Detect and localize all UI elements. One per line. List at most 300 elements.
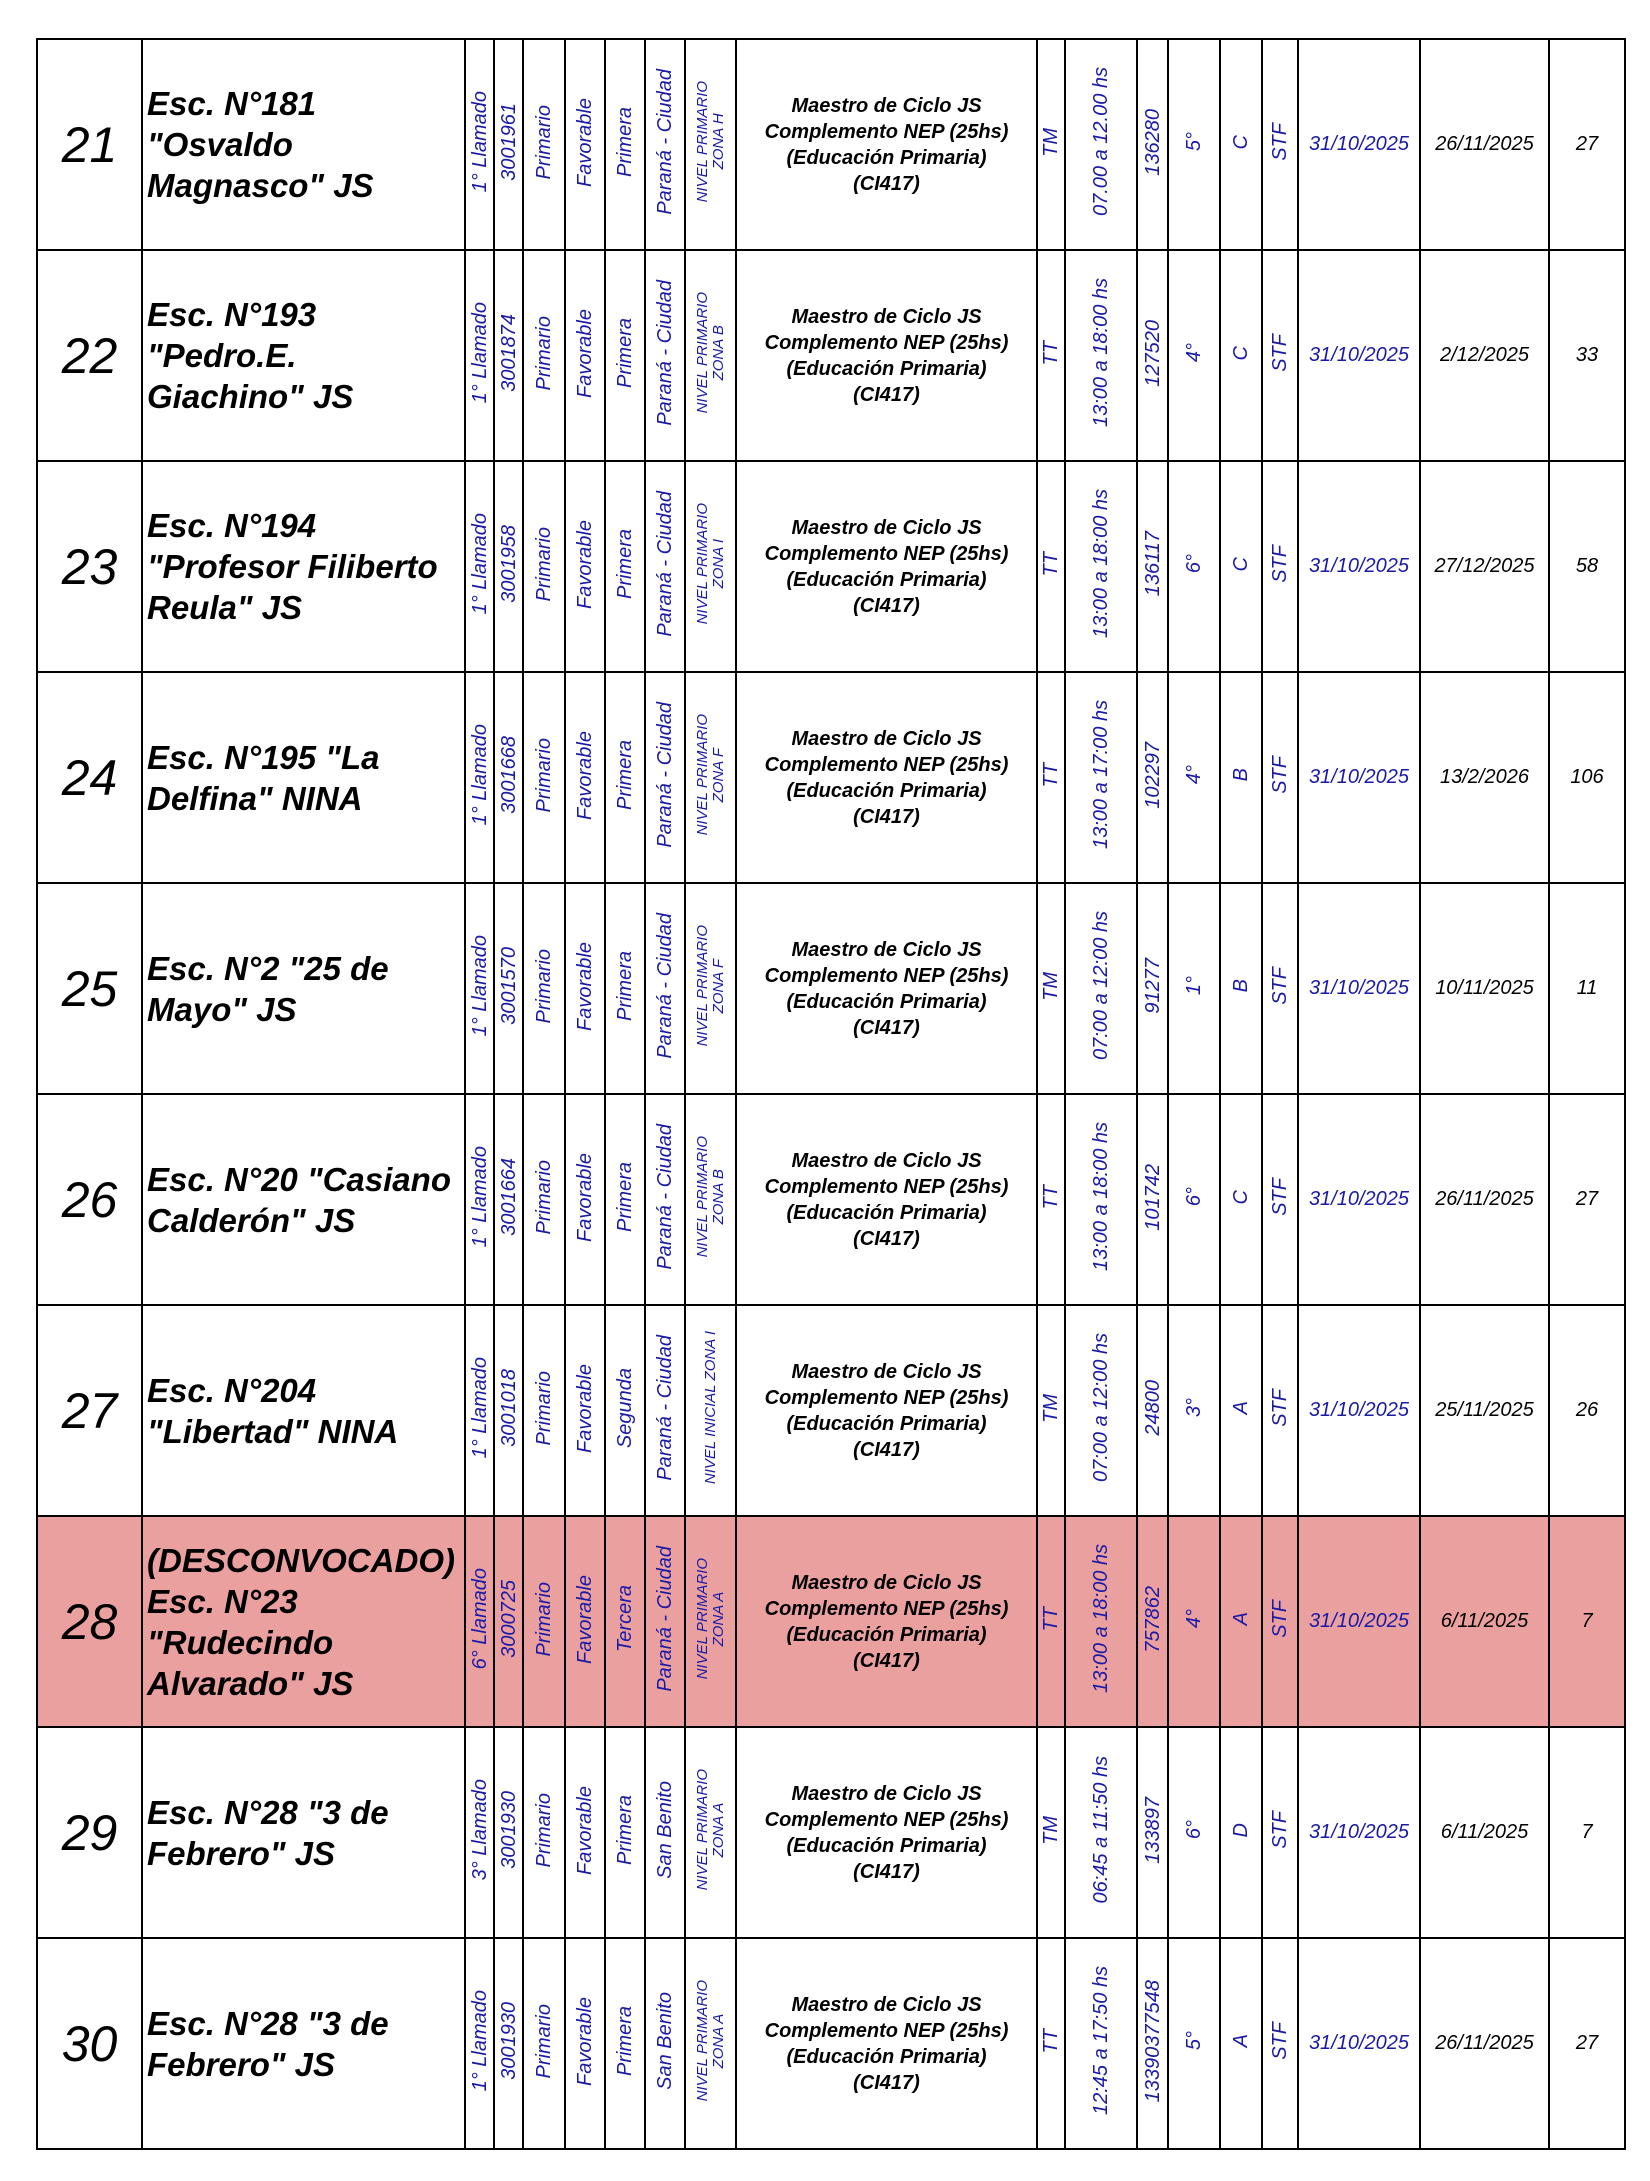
section: C xyxy=(1230,134,1252,150)
date-to: 6/11/2025 xyxy=(1420,1727,1549,1938)
schedule: 13:00 a 18:00 hs xyxy=(1090,1544,1112,1694)
status: Favorable xyxy=(574,519,596,609)
date-from: 31/10/2025 xyxy=(1298,1094,1420,1305)
vacancy-type: STF xyxy=(1269,545,1291,583)
row-number: 29 xyxy=(37,1727,142,1938)
code-cell xyxy=(494,1094,523,1305)
status-cell xyxy=(565,1938,605,2149)
schedule: 13:00 a 18:00 hs xyxy=(1090,1122,1112,1272)
days-count: 7 xyxy=(1549,1727,1625,1938)
status-cell xyxy=(565,250,605,461)
position-description: Maestro de Ciclo JS Complemento NEP (25hs) (Educación Primaria) (CI417) xyxy=(736,1094,1037,1305)
section: A xyxy=(1230,2034,1252,2048)
level-cell xyxy=(523,883,565,1094)
row-number: 28 xyxy=(37,1516,142,1727)
section-cell xyxy=(1220,461,1262,672)
grade-cell xyxy=(1168,1938,1220,2149)
table-body xyxy=(37,39,1625,2149)
id-cell xyxy=(1137,1938,1168,2149)
zone: NIVEL PRIMARIO ZONA F xyxy=(693,714,727,836)
table-row xyxy=(37,1727,1625,1938)
zone: NIVEL PRIMARIO ZONA F xyxy=(693,925,727,1047)
code-cell xyxy=(494,1938,523,2149)
days-count: 106 xyxy=(1549,672,1625,883)
date-to: 25/11/2025 xyxy=(1420,1305,1549,1516)
row-number: 27 xyxy=(37,1305,142,1516)
id-cell xyxy=(1137,250,1168,461)
position-id: 757862 xyxy=(1141,1585,1164,1653)
position-description: Maestro de Ciclo JS Complemento NEP (25hs) (Educación Primaria) (CI417) xyxy=(736,1727,1037,1938)
status: Favorable xyxy=(574,1785,596,1875)
code-cell xyxy=(494,1516,523,1727)
location-cell xyxy=(645,1938,685,2149)
vacancy-type: STF xyxy=(1269,1600,1291,1638)
zone-cell xyxy=(685,1516,736,1727)
days-count: 7 xyxy=(1549,1516,1625,1727)
id-cell xyxy=(1137,1305,1168,1516)
location-cell xyxy=(645,672,685,883)
education-level: Primario xyxy=(533,1159,555,1235)
shift-cell xyxy=(1037,1305,1065,1516)
position-description: Maestro de Ciclo JS Complemento NEP (25hs) (Educación Primaria) (CI417) xyxy=(736,39,1037,250)
shift-cell xyxy=(1037,250,1065,461)
status-cell xyxy=(565,1727,605,1938)
zone: NIVEL PRIMARIO ZONA B xyxy=(693,292,727,414)
category-cell xyxy=(605,1727,645,1938)
position-id: 136117 xyxy=(1141,531,1164,597)
section: A xyxy=(1230,1401,1252,1415)
grade: 4° xyxy=(1183,1609,1205,1629)
schedule-cell xyxy=(1065,39,1137,250)
call-number: 1° Llamado xyxy=(468,935,491,1037)
level-cell xyxy=(523,1938,565,2149)
location-cell xyxy=(645,1516,685,1727)
zone: NIVEL PRIMARIO ZONA B xyxy=(693,1136,727,1258)
school-name: Esc. N°195 "La Delfina" NINA xyxy=(142,672,465,883)
status-cell xyxy=(565,672,605,883)
level-cell xyxy=(523,1094,565,1305)
table-row xyxy=(37,250,1625,461)
call-number: 1° Llamado xyxy=(468,1146,491,1248)
position-description: Maestro de Ciclo JS Complemento NEP (25hs) (Educación Primaria) (CI417) xyxy=(736,672,1037,883)
section-cell xyxy=(1220,1938,1262,2149)
position-description: Maestro de Ciclo JS Complemento NEP (25hs) (Educación Primaria) (CI417) xyxy=(736,250,1037,461)
shift: TT xyxy=(1040,762,1062,788)
section: C xyxy=(1230,1189,1252,1205)
call-number: 1° Llamado xyxy=(468,724,491,826)
category: Primera xyxy=(614,2005,636,2076)
section: A xyxy=(1230,1612,1252,1626)
school-code: 3001570 xyxy=(497,947,520,1025)
type-cell xyxy=(1262,1305,1298,1516)
schedule-cell xyxy=(1065,1938,1137,2149)
vacancy-type: STF xyxy=(1269,1389,1291,1427)
grade: 5° xyxy=(1183,2031,1205,2051)
grade: 6° xyxy=(1183,1820,1205,1840)
zone: NIVEL PRIMARIO ZONA A xyxy=(693,1558,727,1680)
location-cell xyxy=(645,39,685,250)
school-name: Esc. N°204 "Libertad" NINA xyxy=(142,1305,465,1516)
type-cell xyxy=(1262,39,1298,250)
days-count: 26 xyxy=(1549,1305,1625,1516)
school-name: Esc. N°28 "3 de Febrero" JS xyxy=(142,1938,465,2149)
position-description: Maestro de Ciclo JS Complemento NEP (25hs) (Educación Primaria) (CI417) xyxy=(736,1516,1037,1727)
vacancy-type: STF xyxy=(1269,967,1291,1005)
code-cell xyxy=(494,250,523,461)
zone: NIVEL PRIMARIO ZONA I xyxy=(693,503,727,625)
shift-cell xyxy=(1037,672,1065,883)
school-code: 3000725 xyxy=(497,1580,520,1658)
type-cell xyxy=(1262,883,1298,1094)
call-number: 1° Llamado xyxy=(468,1990,491,2092)
date-to: 2/12/2025 xyxy=(1420,250,1549,461)
shift: TM xyxy=(1040,127,1062,157)
school-name: Esc. N°20 "Casiano Calderón" JS xyxy=(142,1094,465,1305)
zone-cell xyxy=(685,39,736,250)
type-cell xyxy=(1262,1094,1298,1305)
section-cell xyxy=(1220,883,1262,1094)
section: D xyxy=(1230,1822,1252,1838)
position-id: 13390377548 xyxy=(1141,1979,1164,2103)
category: Primera xyxy=(614,1794,636,1865)
date-to: 26/11/2025 xyxy=(1420,1094,1549,1305)
education-level: Primario xyxy=(533,1581,555,1657)
category: Primera xyxy=(614,317,636,388)
grade: 5° xyxy=(1183,132,1205,152)
table-row xyxy=(37,1305,1625,1516)
row-number: 25 xyxy=(37,883,142,1094)
position-id: 127520 xyxy=(1141,319,1164,387)
status: Favorable xyxy=(574,941,596,1031)
shift: TM xyxy=(1040,1393,1062,1423)
position-id: 133897 xyxy=(1141,1796,1164,1864)
row-number: 22 xyxy=(37,250,142,461)
date-from: 31/10/2025 xyxy=(1298,250,1420,461)
zone-cell xyxy=(685,1305,736,1516)
zone-cell xyxy=(685,250,736,461)
schedule-cell xyxy=(1065,250,1137,461)
section-cell xyxy=(1220,250,1262,461)
id-cell xyxy=(1137,39,1168,250)
location: Paraná - Ciudad xyxy=(654,69,676,215)
type-cell xyxy=(1262,250,1298,461)
row-number: 24 xyxy=(37,672,142,883)
school-name: Esc. N°2 "25 de Mayo" JS xyxy=(142,883,465,1094)
table-row xyxy=(37,1938,1625,2149)
location: Paraná - Ciudad xyxy=(654,1335,676,1481)
grade-cell xyxy=(1168,1516,1220,1727)
category: Segunda xyxy=(614,1367,636,1449)
grade-cell xyxy=(1168,883,1220,1094)
schedule-cell xyxy=(1065,1305,1137,1516)
date-from: 31/10/2025 xyxy=(1298,1305,1420,1516)
position-description: Maestro de Ciclo JS Complemento NEP (25hs) (Educación Primaria) (CI417) xyxy=(736,461,1037,672)
call-number: 1° Llamado xyxy=(468,513,491,615)
table-row xyxy=(37,1094,1625,1305)
date-to: 6/11/2025 xyxy=(1420,1516,1549,1727)
grade: 6° xyxy=(1183,1187,1205,1207)
position-id: 101742 xyxy=(1141,1163,1164,1231)
zone: NIVEL PRIMARIO ZONA A xyxy=(693,1769,727,1891)
zone-cell xyxy=(685,1727,736,1938)
schedule: 12:45 a 17:50 hs xyxy=(1090,1966,1112,2116)
type-cell xyxy=(1262,1727,1298,1938)
call-cell xyxy=(465,461,494,672)
section: C xyxy=(1230,345,1252,361)
zone: NIVEL INICIAL ZONA I xyxy=(701,1331,719,1485)
call-number: 6° Llamado xyxy=(468,1568,491,1670)
zone: NIVEL PRIMARIO ZONA A xyxy=(693,1980,727,2102)
shift: TT xyxy=(1040,2028,1062,2054)
grade-cell xyxy=(1168,461,1220,672)
code-cell xyxy=(494,883,523,1094)
code-cell xyxy=(494,461,523,672)
school-code: 3001874 xyxy=(497,314,520,392)
id-cell xyxy=(1137,461,1168,672)
type-cell xyxy=(1262,1516,1298,1727)
status-cell xyxy=(565,1094,605,1305)
call-number: 1° Llamado xyxy=(468,1357,491,1459)
shift: TT xyxy=(1040,551,1062,577)
table-row xyxy=(37,672,1625,883)
section-cell xyxy=(1220,1305,1262,1516)
status-cell xyxy=(565,1305,605,1516)
location: San Benito xyxy=(654,1781,676,1879)
call-number: 1° Llamado xyxy=(468,302,491,404)
call-cell xyxy=(465,672,494,883)
vacancy-type: STF xyxy=(1269,334,1291,372)
school-name: Esc. N°181 "Osvaldo Magnasco" JS xyxy=(142,39,465,250)
school-name: Esc. N°28 "3 de Febrero" JS xyxy=(142,1727,465,1938)
category: Primera xyxy=(614,950,636,1021)
zone: NIVEL PRIMARIO ZONA H xyxy=(693,81,727,203)
status-cell xyxy=(565,1516,605,1727)
date-from: 31/10/2025 xyxy=(1298,1727,1420,1938)
date-to: 26/11/2025 xyxy=(1420,39,1549,250)
row-number: 21 xyxy=(37,39,142,250)
code-cell xyxy=(494,672,523,883)
level-cell xyxy=(523,1516,565,1727)
position-description: Maestro de Ciclo JS Complemento NEP (25hs) (Educación Primaria) (CI417) xyxy=(736,1938,1037,2149)
shift-cell xyxy=(1037,39,1065,250)
section-cell xyxy=(1220,1516,1262,1727)
status: Favorable xyxy=(574,1363,596,1453)
call-cell xyxy=(465,1727,494,1938)
schedule: 07.00 a 12.00 hs xyxy=(1090,67,1112,217)
level-cell xyxy=(523,1305,565,1516)
type-cell xyxy=(1262,1938,1298,2149)
row-number: 23 xyxy=(37,461,142,672)
grade-cell xyxy=(1168,39,1220,250)
schedule-cell xyxy=(1065,1094,1137,1305)
schedule: 06:45 a 11:50 hs xyxy=(1090,1756,1112,1904)
vacancy-type: STF xyxy=(1269,1811,1291,1849)
shift: TT xyxy=(1040,340,1062,366)
schedule-cell xyxy=(1065,1727,1137,1938)
date-to: 26/11/2025 xyxy=(1420,1938,1549,2149)
category-cell xyxy=(605,672,645,883)
education-level: Primario xyxy=(533,2003,555,2079)
vacancy-table xyxy=(36,38,1626,2150)
status: Favorable xyxy=(574,308,596,398)
table-row xyxy=(37,39,1625,250)
status-cell xyxy=(565,39,605,250)
status-cell xyxy=(565,883,605,1094)
location-cell xyxy=(645,250,685,461)
call-cell xyxy=(465,250,494,461)
location: Paraná - Ciudad xyxy=(654,1546,676,1692)
section: B xyxy=(1230,979,1252,993)
location: Paraná - Ciudad xyxy=(654,280,676,426)
location-cell xyxy=(645,1094,685,1305)
schedule: 13:00 a 18:00 hs xyxy=(1090,278,1112,428)
school-code: 3001930 xyxy=(497,1791,520,1869)
date-from: 31/10/2025 xyxy=(1298,39,1420,250)
days-count: 58 xyxy=(1549,461,1625,672)
school-code: 3001958 xyxy=(497,525,520,603)
position-description: Maestro de Ciclo JS Complemento NEP (25hs) (Educación Primaria) (CI417) xyxy=(736,883,1037,1094)
code-cell xyxy=(494,39,523,250)
position-description: Maestro de Ciclo JS Complemento NEP (25hs) (Educación Primaria) (CI417) xyxy=(736,1305,1037,1516)
section-cell xyxy=(1220,39,1262,250)
section-cell xyxy=(1220,1094,1262,1305)
location: Paraná - Ciudad xyxy=(654,1124,676,1270)
location: Paraná - Ciudad xyxy=(654,491,676,637)
date-from: 31/10/2025 xyxy=(1298,883,1420,1094)
category: Primera xyxy=(614,528,636,599)
location: San Benito xyxy=(654,1992,676,2090)
status: Favorable xyxy=(574,1152,596,1242)
status: Favorable xyxy=(574,1996,596,2086)
table-row xyxy=(37,461,1625,672)
days-count: 33 xyxy=(1549,250,1625,461)
status-cell xyxy=(565,461,605,672)
school-name: Esc. N°193 "Pedro.E. Giachino" JS xyxy=(142,250,465,461)
grade: 4° xyxy=(1183,343,1205,363)
category-cell xyxy=(605,1516,645,1727)
days-count: 27 xyxy=(1549,1938,1625,2149)
shift-cell xyxy=(1037,1938,1065,2149)
shift-cell xyxy=(1037,1094,1065,1305)
days-count: 11 xyxy=(1549,883,1625,1094)
location-cell xyxy=(645,883,685,1094)
shift-cell xyxy=(1037,1727,1065,1938)
date-to: 10/11/2025 xyxy=(1420,883,1549,1094)
id-cell xyxy=(1137,1727,1168,1938)
schedule: 07:00 a 12:00 hs xyxy=(1090,911,1112,1061)
vacancy-type: STF xyxy=(1269,123,1291,161)
call-number: 3° Llamado xyxy=(468,1779,491,1881)
school-code: 3001668 xyxy=(497,736,520,814)
status: Favorable xyxy=(574,730,596,820)
position-id: 24800 xyxy=(1141,1380,1164,1436)
category: Tercera xyxy=(614,1585,636,1653)
call-cell xyxy=(465,883,494,1094)
grade: 3° xyxy=(1183,1398,1205,1418)
shift-cell xyxy=(1037,883,1065,1094)
days-count: 27 xyxy=(1549,1094,1625,1305)
days-count: 27 xyxy=(1549,39,1625,250)
status: Favorable xyxy=(574,1574,596,1664)
shift: TT xyxy=(1040,1184,1062,1210)
date-from: 31/10/2025 xyxy=(1298,1516,1420,1727)
education-level: Primario xyxy=(533,1370,555,1446)
table-row xyxy=(37,1516,1625,1727)
grade-cell xyxy=(1168,1305,1220,1516)
call-number: 1° Llamado xyxy=(468,91,491,193)
category: Primera xyxy=(614,739,636,810)
level-cell xyxy=(523,39,565,250)
row-number: 30 xyxy=(37,1938,142,2149)
level-cell xyxy=(523,250,565,461)
position-id: 91277 xyxy=(1141,958,1164,1014)
category-cell xyxy=(605,883,645,1094)
education-level: Primario xyxy=(533,104,555,180)
level-cell xyxy=(523,1727,565,1938)
schedule: 13:00 a 18:00 hs xyxy=(1090,489,1112,639)
zone-cell xyxy=(685,1094,736,1305)
vacancy-type: STF xyxy=(1269,1178,1291,1216)
zone-cell xyxy=(685,672,736,883)
category-cell xyxy=(605,39,645,250)
date-to: 27/12/2025 xyxy=(1420,461,1549,672)
section: C xyxy=(1230,556,1252,572)
education-level: Primario xyxy=(533,526,555,602)
grade: 1° xyxy=(1183,976,1205,996)
position-id: 136280 xyxy=(1141,108,1164,176)
grade: 6° xyxy=(1183,554,1205,574)
schedule-cell xyxy=(1065,883,1137,1094)
call-cell xyxy=(465,1938,494,2149)
education-level: Primario xyxy=(533,948,555,1024)
grade-cell xyxy=(1168,250,1220,461)
id-cell xyxy=(1137,1516,1168,1727)
category: Primera xyxy=(614,106,636,177)
school-code: 3001018 xyxy=(497,1369,520,1447)
category-cell xyxy=(605,1305,645,1516)
type-cell xyxy=(1262,461,1298,672)
date-from: 31/10/2025 xyxy=(1298,461,1420,672)
date-from: 31/10/2025 xyxy=(1298,672,1420,883)
shift: TT xyxy=(1040,1606,1062,1632)
category: Primera xyxy=(614,1161,636,1232)
zone-cell xyxy=(685,461,736,672)
table-row xyxy=(37,883,1625,1094)
school-code: 3001930 xyxy=(497,2002,520,2080)
category-cell xyxy=(605,1938,645,2149)
zone-cell xyxy=(685,1938,736,2149)
type-cell xyxy=(1262,672,1298,883)
row-number: 26 xyxy=(37,1094,142,1305)
level-cell xyxy=(523,461,565,672)
schedule-cell xyxy=(1065,1516,1137,1727)
id-cell xyxy=(1137,672,1168,883)
school-code: 3001961 xyxy=(497,103,520,181)
school-name: (DESCONVOCADO) Esc. N°23 "Rudecindo Alvarado" JS xyxy=(142,1516,465,1727)
grade-cell xyxy=(1168,1094,1220,1305)
zone-cell xyxy=(685,883,736,1094)
section: B xyxy=(1230,768,1252,782)
id-cell xyxy=(1137,883,1168,1094)
date-from: 31/10/2025 xyxy=(1298,1938,1420,2149)
call-cell xyxy=(465,1305,494,1516)
school-code: 3001664 xyxy=(497,1158,520,1236)
shift-cell xyxy=(1037,1516,1065,1727)
id-cell xyxy=(1137,1094,1168,1305)
education-level: Primario xyxy=(533,737,555,813)
vacancy-type: STF xyxy=(1269,756,1291,794)
section-cell xyxy=(1220,672,1262,883)
